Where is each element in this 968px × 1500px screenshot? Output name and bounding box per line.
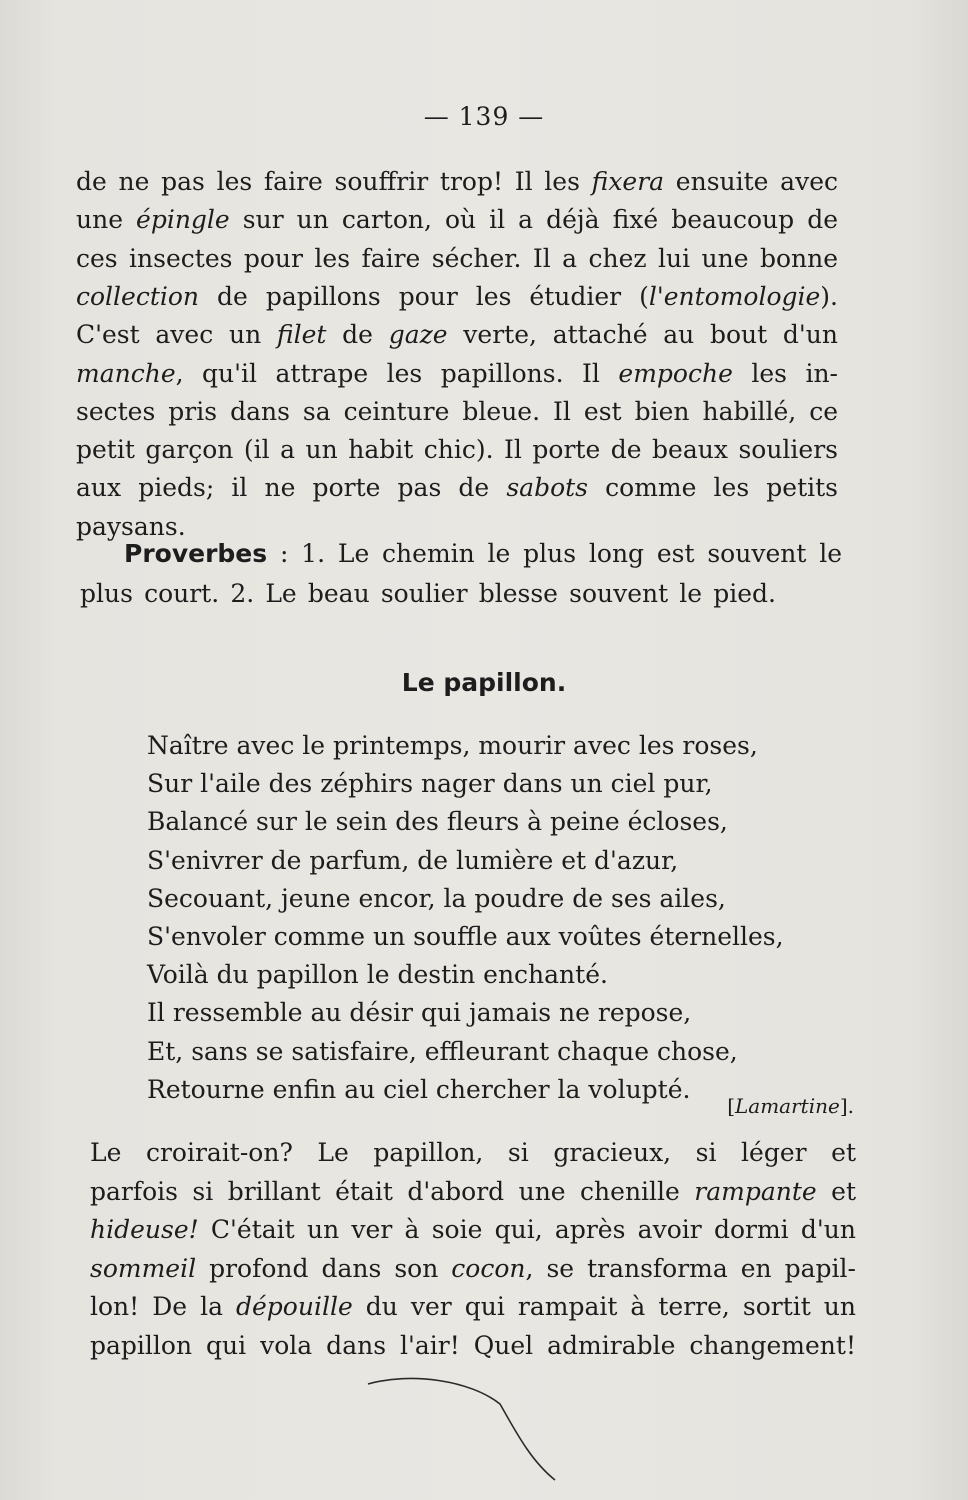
paragraph1-line [76,204,838,236]
italic-term: cocon [451,1253,526,1283]
text-run: ). [820,281,838,311]
text-run: , se transforma en papil- [525,1253,856,1283]
text-run: du ver qui rampait à terre, sortit un [352,1292,857,1322]
poem-attribution [640,1094,854,1118]
poem-line: S'enivrer de parfum, de lumière et d'azur, [147,845,679,875]
text-run: parfois si brillant était d'abord une chenille [90,1176,695,1206]
italic-term: manche [76,358,176,388]
italic-term: collection [76,281,200,311]
text-run: de [326,320,389,350]
proverbs-line-1-text: : 1. Le chemin le plus long est souvent le [267,539,842,568]
text-run: petit garçon (il a un habit chic). Il porte de beaux souliers [76,435,838,465]
poem-line: S'envoler comme un souffle aux voûtes éternelles, [147,922,784,951]
paragraph2-line [90,1214,856,1246]
text-run: sur un carton, où il a déjà fixé beaucoup de [229,205,838,235]
text-run: les in- [732,358,838,388]
italic-term: sommeil [90,1253,197,1283]
paragraph1-line [76,472,838,504]
text-run: et [816,1176,856,1206]
text-run: aux pieds; il ne porte pas de [76,473,507,503]
poem-line: Sur l'aile des zéphirs nager dans un ciel pur, [147,769,713,799]
text-run: une [76,205,137,235]
italic-term: épingle [136,205,230,235]
italic-term: fixera [591,167,665,196]
paragraph1-line [76,434,838,466]
text-run: Le croirait-on? Le papillon, si gracieux, si léger et [90,1138,856,1167]
paragraph2-line [90,1176,856,1208]
text-run: , qu'il attrape les papillons. Il [175,358,619,388]
italic-term: empoche [618,358,733,388]
poem-line: Il ressemble au désir qui jamais ne repose, [147,998,692,1028]
paragraph2-line [90,1330,856,1362]
text-run: C'était un ver à soie qui, après avoir dormi d'un [198,1215,856,1245]
paragraph1-line [76,358,838,390]
text-run: de ne pas les faire souffrir trop! Il les [76,167,592,196]
paragraph2-line [90,1291,856,1323]
italic-term: dépouille [236,1292,353,1322]
page-number: — 139 — [423,102,545,131]
text-run: profond dans son [196,1253,452,1283]
text-run: ces insectes pour les faire sécher. Il a chez lui une bonne [76,243,838,273]
italic-term: sabots [506,473,589,503]
poem-line: Secouant, jeune encor, la poudre de ses ailes, [147,883,726,913]
text-run: papillon qui vola dans l'air! Quel admirable changement! [90,1331,856,1360]
proverbs-line-2: plus court. 2. Le beau soulier blesse souvent le pied. [80,579,776,608]
proverbs-label: Proverbes [124,539,268,568]
text-run: ensuite avec [664,167,838,196]
poem-title: Le papillon. [401,668,567,697]
italic-term: gaze [388,320,448,350]
text-run: C'est avec un [76,320,277,350]
poem-line: Naître avec le printemps, mourir avec les roses, [147,731,758,760]
paragraph1-line [76,396,838,428]
poem-line: Et, sans se satisfaire, effleurant chaque chose, [147,1036,738,1066]
paragraph1-line [76,243,838,275]
paragraph2-line [90,1137,856,1169]
text-run: lon! De la [90,1292,236,1322]
text-run: verte, attaché au bout d'un [447,320,838,350]
proverbs-line-1 [80,538,842,570]
poem-line: Voilà du papillon le destin enchanté. [147,960,608,990]
attribution-open-bracket: [ [727,1094,736,1118]
poem-line: Retourne enfin au ciel chercher la volupté. [147,1074,691,1104]
text-run: comme les petits [588,473,839,503]
text-run: paysans. [76,511,186,541]
poem-author: Lamartine [735,1094,840,1118]
italic-term: filet [276,320,327,350]
end-flourish-ornament [360,1370,560,1490]
text-run: sectes pris dans sa ceinture bleue. Il est bien habillé, ce [76,396,838,426]
text-run: de papillons pour les étudier ( [199,281,649,311]
paragraph1-line [76,281,838,313]
paragraph1-line [76,166,838,198]
paragraph2-line [90,1253,856,1285]
poem-line: Balancé sur le sein des fleurs à peine écloses, [147,807,728,837]
italic-term: hideuse! [90,1215,199,1245]
attribution-close-bracket: ]. [839,1094,854,1118]
italic-term: l'entomologie [648,281,821,311]
italic-term: rampante [694,1176,817,1206]
paragraph1-line [76,319,838,351]
